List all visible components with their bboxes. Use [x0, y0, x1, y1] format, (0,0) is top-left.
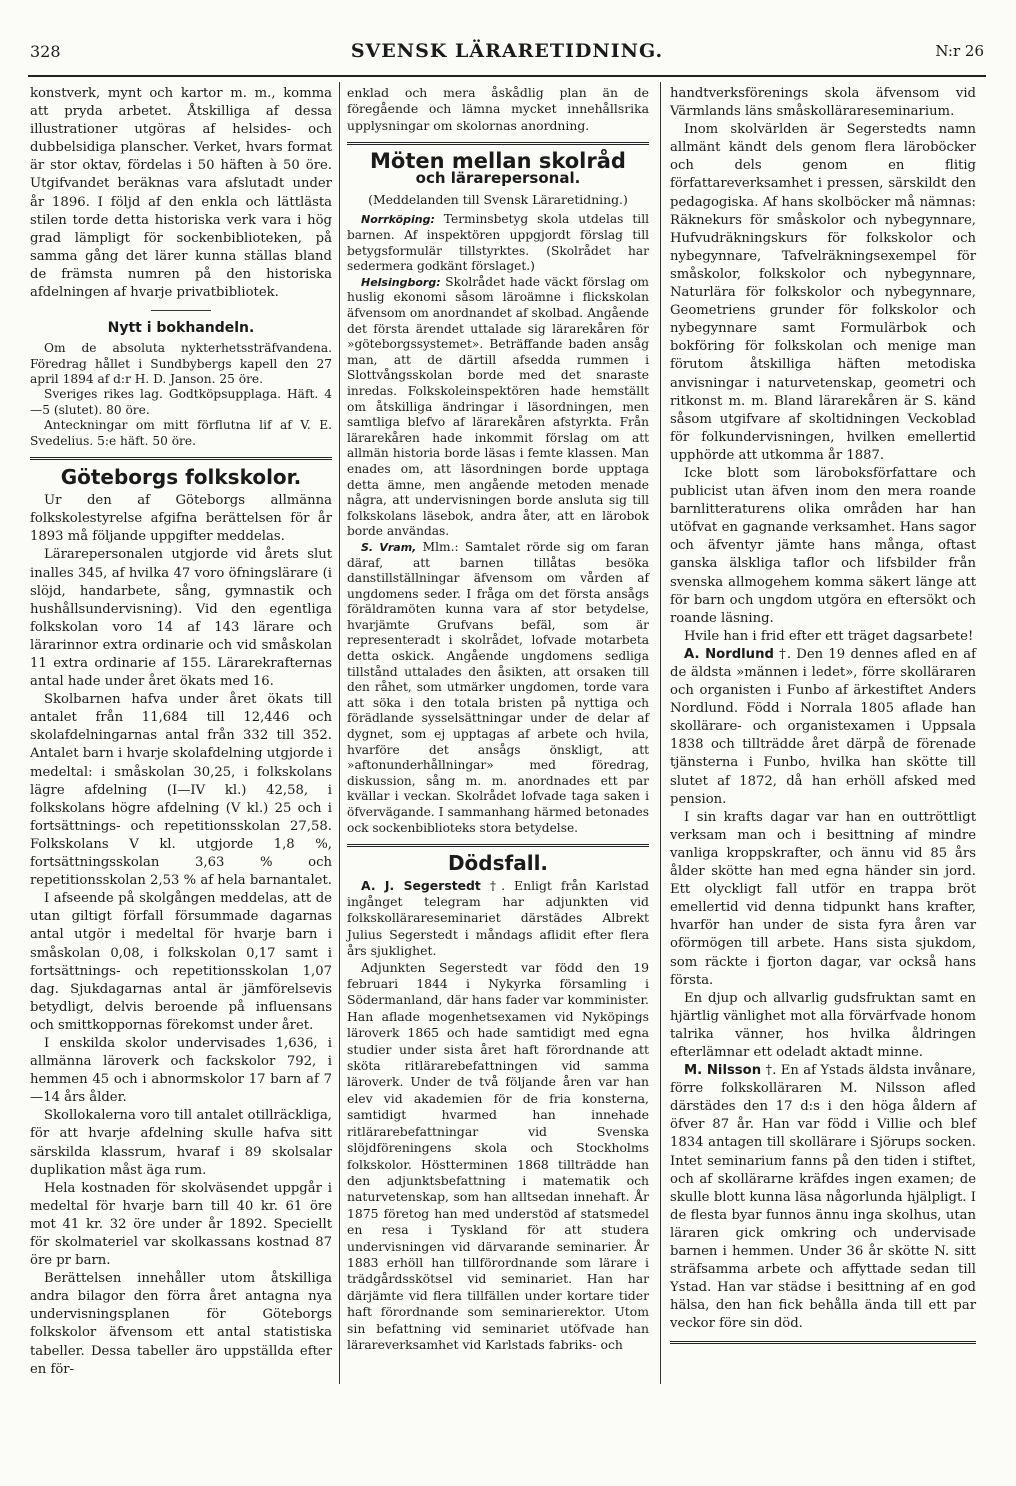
source-note: (Meddelanden till Svensk Läraretidning.): [368, 192, 628, 208]
paragraph: Adjunkten Segerstedt var född den 19 februari 1844 i Nykyrka församling i Södermanland, där hans fader var komminister. Han aflade mogenhetsexamen vid Nyköpings läroverk 1865 och hade samtidigt med egna studier under sista året haft förordnande att sköta ritlärarebefattningen vid samma läroverk. Under de två följande åren var han elev vid akademien för de fria konsterna, samtidigt hvarmed han innehade ritlärarebefattningar vid Svenska slöjdföreningens skola och Stockholms folkskolor. Höstterminen 1868 tillträdde han den adjunktsbefattning i matematik och naturvetenskap, som han alltsedan innehaft. År 1875 företog han med understöd af statsmedel en resa i Tyskland för att studera undervisningen vid därvarande seminarier. År 1883 erhöll han tillförordnande som lärare i trädgårdsskötsel vid seminariet. Han har därjämte vid flera tillfällen under kortare tider haft förordnande som seminarierektor. Utom sin befattning vid seminariet utöfvade han lärareverksamhet vid Karlstads fabriks- och: [347, 959, 649, 1352]
place-name: S. Vram,: [361, 540, 417, 554]
paragraph: Skolbarnen hafva under året ökats till antalet från 11,684 till 12,446 och skolafdelningarnas antal från 332 till 352. Antalet barn i hvarje skolafdelning utgjorde i medeltal: i småskolan 30,25, i folkskolans lägre afdelning (I—IV kl.) 42,58, i folkskolans högre afdelning (V kl.) 25 och i fortsättnings- och repetitionsskolan 27,58. Folkskolans V kl. utgjorde 1,8 %, fortsättningsskolan 3,63 % och repetitionsskolan 2,53 % af hela barnantalet.: [30, 692, 332, 889]
paragraph: I afseende på skolgången meddelas, att de utan giltigt förfall försummade dagarnas antal utgör i medeltal för hvarje barn i småskolan 0,08, i folkskolan 0,17 samt i fortsättnings- och repetitionsskolan 1,07 dag. Sjukdagarnas antal är jämförelsevis betydligt, delvis beroende på influensans och smittkoppornas förekomst under året.: [30, 891, 332, 1033]
section-heading: Nytt i bokhandeln.: [107, 320, 255, 337]
paragraph: Inom skolvärlden är Segerstedts namn allmänt kändt dels genom flera läroböcker och dels genom en flitig författareverksamhet i pressen, särskildt den pedagogiska. Af hans skolböcker må nämnas: Räknekurs för småskolor och nybegynnare, Hufvudräkningskurs för folkskolor och nybegynnare, Tafvelräkningsexempel för småskolor, folkskolor och nybegynnare, Naturlära för folkskolor och nybegynnare, Geometriens grunder för folkskolor och nybegynnare samt Formulärbok och bokföring för folkskolan och menige man förutom åtskilliga häften metodiska anvisningar i naturvetenskap, geometri och ritkonst m. m. Bland lärarekåren är S. känd såsom utgifvare af skoltidningen Veckoblad för folkundervisningen, hvilken emellertid upphörde att utkomma år 1887.: [670, 122, 976, 463]
separator: [347, 142, 649, 145]
report-text: Skolrådet hade väckt förslag om huslig ekonomi såsom läroämne i flickskolan äfvensom om anordnandet af skolbad. Angående det första ärendet uttalade sig lärarekåren för »göteborgssystemet». Beträffande baden ansåg man, att de därtill afsedda rummen i Slottvångsskolan borde med det snaraste inredas. Folkskoleinspektören hade hemställt om åtskilliga ändringar i läsordningen, men samtliga blefvo af lärarekåren afstyrkta. Från lärarekåren hade inkommit förslag om att allmän historia borde läsas i femte klassen. Man enades om, att läsordningen borde upptaga detta ämne, men angående metoden menade några, att undervisningen borde ansluta sig till folkskolans läsebok, andra åter, att en lärobok borde användas.: [347, 274, 649, 539]
paragraph: Ur den af Göteborgs allmänna folkskolestyrelse afgifna berättelsen för år 1893 må följande uppgifter meddelas.: [30, 493, 332, 545]
separator: [30, 457, 332, 460]
separator: [151, 310, 211, 311]
report-item: [347, 540, 649, 836]
paragraph: Icke blott som läroboksförfattare och publicist utan äfven inom den mera roande barnlitteraturens olika områden har han utöfvat en gagnande verksamhet. Hans sagor och äfventyr jämte hans många, oftast ganska älskliga taflor och lifsbilder från svenska allmogehem komma säkert länge att för barn och ungdom utgöra en eftersökt och roande läsning.: [670, 465, 976, 626]
report-text: Mlm.: Samtalet rörde sig om faran däraf, att barnen tillåtas besöka danstillställningar äfvensom om vården af ungdomens seder. I fråga om det första ansågs föräldramöten kunna vara af stor betydelse, hvarjämte Grufvans befäl, som är representeradt i skolrådet, lofvade motarbeta detta oskick. Angående ungdomens sedliga tillstånd uttalades den åsikten, att orsaken till den råhet, som utmärker ungdomen, torde vara att söka i den totala bristen på nyttiga och förädlande sysselsättningar under de delar af dygnet, som ej upptagas af arbete och hvila, hvarföre det ansågs önskligt, att »aftonunderhållningar» med föredrag, diskussion, sång m. m. anordnades ett par kvällar i veckan. Skolrådet lofvade taga saken i öfvervägande. I sammanhang härmed betonades ock sockenbiblioteks stora betydelse.: [347, 539, 649, 835]
paragraph: Skollokalerna voro till antalet otillräckliga, för att hvarje afdelning skulle hafva sitt särskilda klassrum, hvaraf i 89 skolsalar duplikation måst äga rum.: [30, 1108, 332, 1178]
column-divider: [339, 82, 340, 1384]
obituary-text: †. Enligt från Karlstad ingånget telegram har adjunkten vid folkskollärareseminariet därstädes Albrekt Julius Segerstedt i måndags aflidit efter flera års sjuklighet.: [347, 877, 649, 959]
column-2: [347, 85, 649, 1353]
report-item: [347, 275, 649, 540]
paragraph: I enskilda skolor undervisades 1,636, i allmänna läroverk och fackskolor 792, i hemmen 45 och i abnormskolor 17 barn af 7—14 års ålder.: [30, 1035, 332, 1106]
place-name: Norrköping:: [361, 213, 435, 227]
article-heading: Dödsfall.: [447, 851, 549, 876]
paragraph: I sin krafts dagar var han en outtröttligt verksam man och i besittning af mindre vanliga kroppskrafter, och ännu vid 85 års ålder skötte han med egna händer sin jord. Ett olyckligt fall utför en trappa bröt emellertid vid denna tidpunkt hans krafter, hvarför han under de sista fyra åren var oförmögen till arbete. Hans sista sjukdom, som räckte i fjorton dagar, var också hans första.: [670, 809, 976, 988]
separator: [347, 844, 649, 847]
issue-number: N:r 26: [935, 42, 984, 60]
report-text: Terminsbetyg skola utdelas till barnen. Af inspektören uppgjordt förslag till betygsformulär tillstyrktes. (Skolrådet har sedermera godkänt förslaget.): [347, 212, 649, 274]
person-name: M. Nilsson: [684, 1063, 762, 1079]
separator: [670, 1341, 976, 1344]
obituary-lead: [670, 646, 976, 809]
paragraph: enklad och mera åskådlig plan än de föregående och lämna mycket innehållsrika upplysningar om skolornas anordning.: [347, 85, 649, 133]
column-divider: [660, 82, 661, 1384]
paragraph: Lärarepersonalen utgjorde vid årets slut inalles 345, af hvilka 47 voro öfningslärare (i slöjd, handarbete, sång, gymnastik och hushållsundervisning). Vid den egentliga folkskolan voro 14 af 143 lärare och lärarinnor extra ordinarie och vid småskolan 11 extra ordinarie af 155. Lärarekrafternas antal hade under året ökats med 16.: [30, 547, 332, 690]
paragraph: Hela kostnaden för skolväsendet uppgår i medeltal för hvarje barn till 40 kr. 61 öre mot 41 kr. 32 öre under år 1892. Speciellt för skolmateriel var skolkassans kostnad 87 öre pr barn.: [30, 1180, 332, 1269]
paragraph: En djup och allvarlig gudsfruktan samt en hjärtlig vänlighet mot alla förvärfvade honom talrika vänner, hos hvilka åldringen efterlämnar ett odeladt aktadt minne.: [670, 990, 976, 1060]
paragraph: handtverksförenings skola äfvensom vid Värmlands läns småskollärareseminarium.: [670, 86, 976, 120]
obituary-text: †. En af Ystads äldsta invånare, förre folkskolläraren M. Nilsson afled därstädes den 17 d:s i den höga åldern af öfver 87 år. Han var född i Villie och blef 1834 antagen till skollärare i Sjörups socken. Intet seminarium fanns på den tiden i stiftet, och af skollärarne kräfdes ingen examen; de skulle blott kunna läsa någorlunda hjälpligt. I de flesta byar funnos ännu inga skolhus, utan läraren gick omkring och undervisade barnen i hemmen. Under 36 år skötte N. sitt sträfsamma arbete och affyttade sedan till Ystad. Han var städse i besittning af en god hälsa, den han fick behålla ända till ett par veckor före sin död.: [670, 1063, 976, 1332]
obituary-text: †. Den 19 dennes afled en af de äldsta »männen i ledet», förre skolläraren och organisten i Funbo af ärkestiftet Anders Nordlund. Född i Norrala 1805 aflade han skollärare- och organistexamen i Uppsala 1838 och tillträdde året därpå de förenade tjänsterna i Funbo, hvilka han skötte till slutet af 1872, då han erhöll afsked med pension.: [670, 646, 976, 807]
report-item: [347, 212, 649, 274]
book-item: Anteckningar om mitt förflutna lif af V. E. Svedelius. 5:e häft. 50 öre.: [30, 418, 332, 448]
article-subheading: och lärarepersonal.: [415, 168, 581, 187]
column-3: [670, 85, 976, 1344]
page-number: 328: [30, 42, 61, 61]
paragraph: Berättelsen innehåller utom åtskilliga andra bilagor den förra året antagna nya undervisningsplanen för Göteborgs folkskolor äfvensom ett antal statistiska tabeller. Dessa tabeller äro uppställda efter en för-: [30, 1271, 332, 1377]
book-item: Om de absoluta nykterhetssträfvandena. Föredrag hållet i Sundbybergs kapell den 27 april 1894 af d:r H. D. Janson. 25 öre.: [30, 341, 332, 387]
person-name: A. Nordlund: [684, 646, 774, 662]
page-header: [28, 38, 986, 64]
column-1: [30, 85, 332, 1379]
person-name: A. J. Segerstedt: [361, 877, 481, 893]
obituary-lead: [347, 878, 649, 960]
paragraph: konstverk, mynt och kartor m. m., komma att pryda arbetet. Åtskilliga af dessa illustrationer utgöras af helsides- och dubbelsidiga planscher. Verket, hvars format är stor oktav, fördelas i 50 häften à 50 öre. Utgifvandet beräknas vara afslutadt under år 1896. I följd af den enkla och lättlästa stilen torde detta historiska verk vara i hög grad lämpligt för sockenbiblioteken, på samma gång det lärer kunna ställas bland de främsta numren på den historiska afdelningen af hvarje privatbibliotek.: [30, 86, 332, 301]
place-name: Helsingborg:: [361, 275, 441, 289]
article-heading: Möten mellan skolråd: [370, 149, 626, 174]
newspaper-title: SVENSK LÄRARETIDNING.: [350, 40, 664, 62]
obituary-lead: [670, 1062, 976, 1333]
book-item: Sveriges rikes lag. Godtköpsupplaga. Häft. 4—5 (slutet). 80 öre.: [30, 387, 332, 417]
header-rule: [28, 75, 986, 77]
paragraph: Hvile han i frid efter ett träget dagsarbete!: [684, 628, 974, 644]
article-heading: Göteborgs folkskolor.: [60, 465, 302, 490]
